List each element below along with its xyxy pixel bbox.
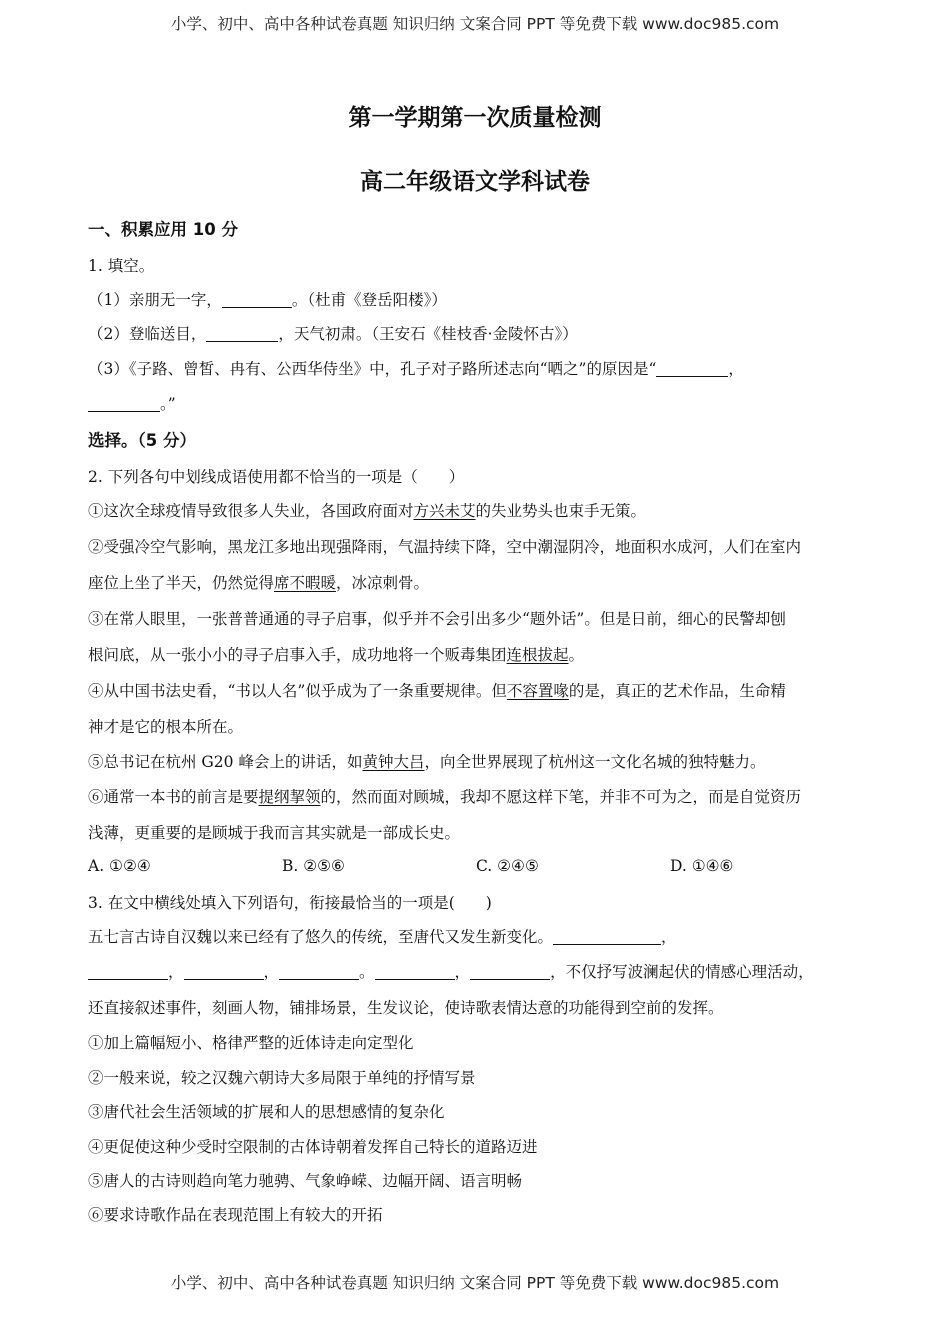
answer-blank[interactable]: [279, 964, 359, 981]
underlined-idiom: 方兴未艾: [413, 502, 476, 520]
q1-part3-text-a: （3）《子路、曾皙、冉有、公西华侍坐》中，孔子对子路所述志向“哂之”的原因是“: [88, 360, 657, 378]
sentence-text: 根问底，从一张小小的寻子启事入手，成功地将一个贩毒集团: [88, 646, 507, 664]
answer-blank[interactable]: [222, 292, 292, 309]
q1-stem: 1. 填空。: [88, 257, 155, 275]
passage-text: ，: [263, 963, 280, 981]
sentence-text: 的是，真正的艺术作品，生命精: [568, 682, 786, 700]
q1-part2-text-b: ，天气初肃。（王安石《桂枝香·金陵怀古》）: [278, 325, 578, 343]
sentence-text: ⑥通常一本书的前言是要: [88, 788, 259, 806]
page-title: 第一学期第一次质量检测: [348, 105, 602, 131]
sentence-text: 座位上坐了半天，仍然觉得: [88, 574, 275, 592]
passage-text: ，不仅抒写波澜起伏的情感心理活动，: [550, 963, 814, 981]
q3-passage-line1: [88, 925, 677, 947]
watermark-footer: 小学、初中、高中各种试卷真题 知识归纳 文案合同 PPT 等免费下载 www.doc985.com: [170, 1274, 780, 1292]
answer-blank[interactable]: [470, 964, 550, 981]
q3-item-3: ③唐代社会生活领域的扩展和人的思想感情的复杂化: [88, 1103, 445, 1121]
passage-text: 。: [359, 963, 375, 981]
underlined-idiom: 不容置喙: [506, 682, 569, 700]
passage-text: ，: [661, 928, 677, 946]
q2-sentence-6: [88, 785, 801, 807]
option-d[interactable]: D. ①④⑥: [670, 857, 734, 875]
section2-heading: 选择。（5 分）: [88, 431, 196, 450]
sentence-text: ，向全世界展现了杭州这一文化名城的独特魅力。: [424, 753, 766, 771]
q2-sentence-3-cont: [88, 643, 584, 665]
passage-text: 五七言古诗自汉魏以来已经有了悠久的传统，至唐代又发生新变化。: [88, 928, 554, 946]
answer-blank[interactable]: [184, 964, 264, 981]
section1-heading: 一、积累应用 10 分: [88, 220, 238, 239]
answer-blank[interactable]: [88, 396, 160, 413]
q3-item-5: ⑤唐人的古诗则趋向笔力驰骋、气象峥嵘、边幅开阔、语言明畅: [88, 1172, 523, 1190]
q2-sentence-2: ②受强冷空气影响，黑龙江多地出现强降雨，气温持续下降，空中潮湿阴冷，地面积水成河，人们在室内: [88, 538, 802, 556]
option-c[interactable]: C. ②④⑤: [476, 857, 539, 875]
q1-part3-cont: [88, 392, 176, 414]
option-b[interactable]: B. ②⑤⑥: [282, 857, 345, 875]
q1-part3-text-b: ，: [728, 360, 744, 378]
answer-blank[interactable]: [553, 929, 661, 946]
q3-item-1: ①加上篇幅短小、格律严整的近体诗走向定型化: [88, 1034, 414, 1052]
answer-blank[interactable]: [375, 964, 455, 981]
q2-sentence-3: ③在常人眼里，一张普普通通的寻子启事，似乎并不会引出多少“题外话”。但是日前，细心的民警却刨: [88, 610, 786, 628]
q2-sentence-6-cont: 浅薄，更重要的是顾城于我而言其实就是一部成长史。: [88, 824, 461, 842]
underlined-idiom: 提纲挈领: [258, 788, 321, 806]
q3-item-4: ④更促使这种少受时空限制的古体诗朝着发挥自己特长的道路迈进: [88, 1138, 538, 1156]
q3-stem: 3. 在文中横线处填入下列语句，衔接最恰当的一项是( ): [88, 894, 492, 912]
q3-item-2: ②一般来说，较之汉魏六朝诗大多局限于单纯的抒情写景: [88, 1069, 476, 1087]
q3-passage-line2: [88, 960, 814, 982]
q2-sentence-4-cont: 神才是它的根本所在。: [88, 718, 244, 736]
sentence-text: ①这次全球疫情导致很多人失业，各国政府面对: [88, 502, 414, 520]
watermark-header: 小学、初中、高中各种试卷真题 知识归纳 文案合同 PPT 等免费下载 www.doc985.com: [170, 15, 780, 33]
q1-part1-text-a: （1）亲朋无一字，: [88, 291, 222, 309]
q2-sentence-2-cont: [88, 571, 429, 593]
sentence-text: 。: [568, 646, 585, 664]
q2-stem: 2. 下列各句中划线成语使用都不恰当的一项是（ ）: [88, 468, 465, 486]
q1-part1-text-b: 。（杜甫《登岳阳楼》）: [291, 291, 447, 309]
underlined-idiom: 连根拔起: [506, 646, 569, 664]
answer-blank[interactable]: [656, 361, 728, 378]
q3-item-6: ⑥要求诗歌作品在表现范围上有较大的开拓: [88, 1206, 383, 1224]
sentence-text: 的，然而面对顾城，我却不愿这样下笔，并非不可为之，而是自觉资历: [320, 788, 802, 806]
q2-sentence-5: [88, 750, 766, 772]
q1-part2-text-a: （2）登临送目，: [88, 325, 207, 343]
underlined-idiom: 席不暇暖: [274, 574, 337, 592]
q3-passage-line3: 还直接叙述事件，刻画人物，铺排场景，生发议论，使诗歌表情达意的功能得到空前的发挥。: [88, 999, 724, 1017]
sentence-text: 的失业势头也束手无策。: [475, 502, 647, 520]
sentence-text: ⑤总书记在杭州 G20 峰会上的讲话，如: [88, 753, 363, 771]
underlined-idiom: 黄钟大吕: [362, 753, 425, 771]
sentence-text: ④从中国书法史看，“书以人名”似乎成为了一条重要规律。但: [88, 682, 507, 700]
q2-sentence-4: [88, 679, 786, 701]
answer-blank[interactable]: [88, 964, 168, 981]
q2-sentence-1: [88, 499, 646, 521]
q1-part1: [88, 288, 447, 310]
q1-part3-text-c: 。”: [160, 395, 176, 413]
page-subtitle: 高二年级语文学科试卷: [360, 169, 590, 195]
answer-blank[interactable]: [206, 326, 278, 343]
passage-text: ，: [168, 963, 184, 981]
sentence-text: ，冰凉刺骨。: [336, 574, 430, 592]
q1-part3: [88, 357, 744, 379]
q1-part2: [88, 322, 578, 344]
passage-text: ，: [454, 963, 471, 981]
option-a[interactable]: A. ①②④: [88, 857, 151, 875]
